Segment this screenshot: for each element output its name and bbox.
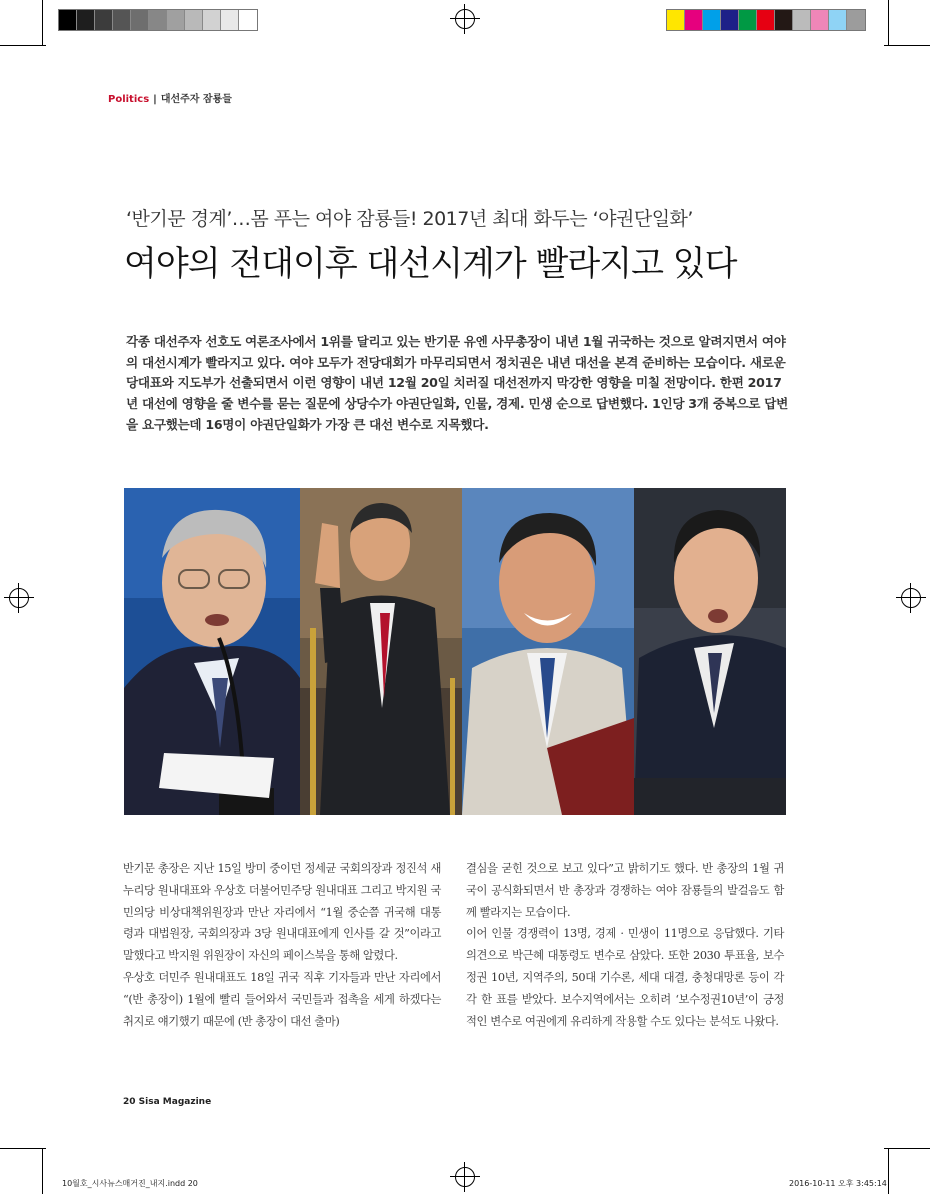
article-kicker: ‘반기문 경계’…몸 푸는 여야 잠룡들! 2017년 최대 화두는 ‘야권단일화’ xyxy=(126,208,693,230)
portrait-speaker-microphone xyxy=(124,488,300,815)
section-category: Politics xyxy=(108,94,150,105)
photo-panel-3 xyxy=(462,488,634,815)
page-folio: 20 Sisa Magazine xyxy=(123,1097,212,1107)
crop-mark xyxy=(888,1148,889,1194)
portrait-waving-man xyxy=(300,488,462,815)
body-paragraph: 결심을 굳힌 것으로 보고 있다”고 밝히기도 했다. 반 총장의 1월 귀국이 공식화되면서 반 총장과 경쟁하는 여야 잠룡들의 발걸음도 함께 빨라지는 모습이다. xyxy=(466,862,784,919)
color-swatch xyxy=(775,10,793,30)
grayscale-color-bar xyxy=(58,9,258,31)
politicians-photo-collage xyxy=(124,488,786,815)
article-lede: 각종 대선주자 선호도 여론조사에서 1위를 달리고 있는 반기문 유엔 사무총장이 내년 1월 귀국하는 것으로 알려지면서 여야의 대선시계가 빨라지고 있다. 여야 모두가 전당대회가 마무리되면서 정치권은 내년 대선을 본격 준비하는 모습이다. 새로운 당대표와 지도부가 선출되면서 이런 영향이 내년 12월 20일 치러질 대선전까지 막강한 영향을 미칠 전망이다. 한편 2017년 대선에 영향을 줄 변수를 묻는 질문에 상당수가 야권단일화, 인물, 경제. 민생 순으로 답변했다. 1인당 3개 중복으로 답변을 요구했는데 16명이 야권단일화가 가장 큰 대선 변수로 지목했다. xyxy=(126,334,788,432)
registration-mark-icon xyxy=(896,583,926,613)
color-swatch xyxy=(131,10,149,30)
registration-mark-icon xyxy=(450,1162,480,1192)
crop-mark xyxy=(42,1148,43,1194)
section-subtitle: 대선주자 잠룡들 xyxy=(160,94,232,105)
crop-mark xyxy=(888,0,889,46)
print-file-slug: 10월호_시사뉴스매거진_내지.indd 20 xyxy=(62,1179,198,1188)
print-timestamp: 2016-10-11 오후 3:45:14 xyxy=(789,1179,887,1188)
color-swatch xyxy=(757,10,775,30)
color-swatch xyxy=(811,10,829,30)
color-swatch xyxy=(77,10,95,30)
portrait-speaking-man xyxy=(634,488,786,815)
section-separator: | xyxy=(153,94,157,105)
color-swatch xyxy=(739,10,757,30)
article-headline: 여야의 전대이후 대선시계가 빨라지고 있다 xyxy=(124,244,737,284)
body-paragraph: 이어 인물 경쟁력이 13명, 경제 · 민생이 11명으로 응답했다. 기타 의견으로 박근혜 대통령도 변수로 삼았다. 또한 2030 투표율, 보수정권 10년, 지역주의, 50대 기수론, 세대 대결, 충청대망론 등이 각각 한 표를 받았다. 보수지역에서는 오히려 ‘보수정권10년’이 긍정적인 변수로 여권에게 유리하게 작용할 수도 있다는 분석도 나왔다. xyxy=(466,927,784,1028)
color-swatch xyxy=(667,10,685,30)
color-swatch xyxy=(185,10,203,30)
crop-mark xyxy=(0,45,46,46)
color-swatch xyxy=(685,10,703,30)
color-swatch xyxy=(847,10,865,30)
color-swatch xyxy=(95,10,113,30)
body-paragraph: 반기문 총장은 지난 15일 방미 중이던 정세균 국회의장과 정진석 새누리당 원내대표와 우상호 더불어민주당 원내대표 그리고 박지원 국민의당 비상대책위원장과 만난 자리에서 “1월 중순쯤 귀국해 대통령과 대법원장, 국회의장과 3당 원내대표에게 인사를 갈 것”이라고 말했다고 박지원 위원장이 자신의 페이스북을 통해 알렸다. xyxy=(123,862,441,963)
color-swatch xyxy=(239,10,257,30)
color-swatch xyxy=(221,10,239,30)
color-swatch xyxy=(149,10,167,30)
color-swatch xyxy=(721,10,739,30)
registration-mark-icon xyxy=(450,4,480,34)
photo-panel-4 xyxy=(634,488,786,815)
crop-mark xyxy=(42,0,43,46)
crop-mark xyxy=(884,45,930,46)
process-color-bar xyxy=(666,9,866,31)
color-swatch xyxy=(793,10,811,30)
body-column-left xyxy=(123,858,441,1032)
body-paragraph: 우상호 더민주 원내대표도 18일 귀국 직후 기자들과 만난 자리에서 “(반 총장이) 1월에 빨리 들어와서 국민들과 접촉을 세게 하겠다는 취지로 얘기했기 때문에 (반 총장이 대선 출마) xyxy=(123,970,441,1028)
crop-mark xyxy=(884,1148,930,1149)
portrait-smiling-man xyxy=(462,488,634,815)
color-swatch xyxy=(703,10,721,30)
registration-mark-icon xyxy=(4,583,34,613)
crop-mark xyxy=(0,1148,46,1149)
photo-panel-1 xyxy=(124,488,300,815)
section-header xyxy=(108,90,232,105)
color-swatch xyxy=(203,10,221,30)
color-swatch xyxy=(167,10,185,30)
color-swatch xyxy=(829,10,847,30)
body-column-right xyxy=(466,858,784,1032)
photo-panel-2 xyxy=(300,488,462,815)
color-swatch xyxy=(59,10,77,30)
color-swatch xyxy=(113,10,131,30)
